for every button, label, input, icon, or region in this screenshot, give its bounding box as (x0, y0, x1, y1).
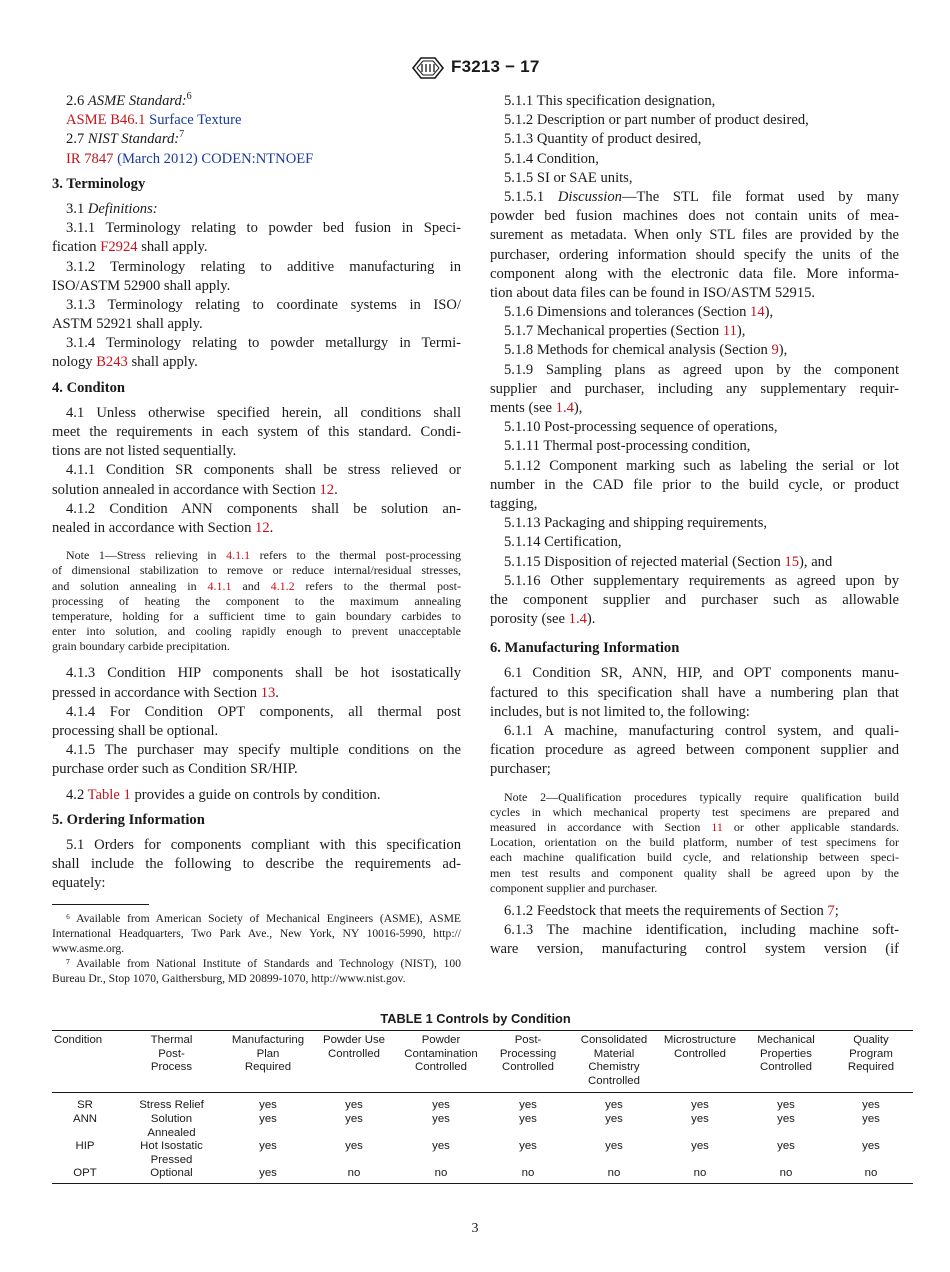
column-header-line: Quality (853, 1034, 889, 1046)
asme-link[interactable]: ASME B46.1 (66, 112, 146, 129)
clause-1-4-link[interactable]: 1.4 (568, 611, 587, 628)
footnote-7: ⁷ Available from National Institute of Standards and Technology (NIST), 100 (66, 957, 461, 971)
column-header (52, 1031, 118, 1093)
section-heading-ordering: 5. Ordering Information (52, 811, 205, 828)
section-9-link[interactable]: 9 (771, 342, 779, 359)
clause-4-1: 4.1 Unless otherwise specified herein, all conditions shall (66, 404, 461, 421)
cell-line: yes (862, 1099, 880, 1112)
column-header-line: Post- (158, 1047, 185, 1060)
clause-5-1-1: 5.1.1 This specification designation, (504, 93, 716, 109)
clause-5-1: 5.1 Orders for components compliant with this specification (66, 836, 461, 853)
clause-2-7: 2.7 NIST Standard:$^7$ (66, 129, 185, 148)
table-cell (225, 1113, 311, 1140)
table-1-link[interactable]: Table 1 (87, 786, 131, 803)
column-header-line: Process (150, 1061, 193, 1074)
table-cell (397, 1167, 485, 1183)
clause-2-6: 2.6 ASME Standard:$^6$ (66, 91, 192, 109)
f2924-link[interactable]: F2924 (100, 239, 138, 256)
clause-4-1-1: 4.1.1 Condition SR components shall be stress relieved or (66, 462, 461, 479)
section-heading-terminology: 3. Terminology (52, 175, 146, 192)
clause-5-1-15: 5.1.15 Disposition of rejected material (Section 15), and (504, 553, 833, 570)
section-11-link[interactable]: 11 (711, 819, 723, 834)
section-11-link[interactable]: 11 (722, 323, 737, 340)
column-header-line: Program (849, 1047, 893, 1060)
table-cell (571, 1140, 657, 1167)
table-cell (743, 1167, 829, 1183)
clause-3-1-1: 3.1.1 Terminology relating to powder bed fusion in Speci- (66, 220, 461, 237)
cell-line: yes (862, 1140, 880, 1153)
column-header-line: Controlled (328, 1047, 380, 1060)
column-header-line: Required (847, 1061, 895, 1074)
condition-cell (52, 1140, 118, 1167)
column-header (311, 1031, 397, 1093)
clause-4-1-1-link[interactable]: 4.1.1 (226, 548, 251, 563)
controls-by-condition-table (52, 1030, 913, 1184)
footnotes: ⁶ Available from American Society of Mechanical Engineers (ASME), ASME International Headquarters, Two Park Ave., New York, NY 10016-5990, http:// www.asme.org. ⁷ Available from National Institute of Standards and Technology (NIST), 100 Bureau Dr., Stop 1070, Gaithersburg, MD 20899-1070, http://www.nist.gov. (52, 911, 461, 986)
cell-line: HIP (75, 1140, 95, 1153)
column-header-line: Required (244, 1061, 292, 1074)
cell-line: yes (259, 1140, 277, 1153)
right-column: 5.1.1 This specification designation, 5.1.2 Description or part number of product desired, 5.1.3 Quantity of product desired, 5.1.4 Condition, 5.1.5 SI or SAE units, 5.1.5.1 Discussion—The STL file format used by many powder bed fusion machines does not contain units of mea- surement as metadata. When only STL files are provided by the purchaser, ordering information should specify the units of the component along with the electronic data file. More informa- tion about data files can be found in ISO/ASTM 52915. 5.1.6 Dimensions and tolerances (Section 14), 5.1.7 Mechanical properties (Section 11), 5.1.8 Methods for chemical analysis (Section 9), 5.1.9 Sampling plans as agreed upon by the component supplier and purchaser, including any supplementary requir- ments (see 1.4), 5.1.10 Post-processing sequence of operations, 5.1.11 Thermal post-processing condition, 5.1.12 Component marking such as labeling the serial or lot number in the CAD file prior to the build cycle, or product tagging, 5.1.13 Packaging and shipping requirements, 5.1.14 Certification, 5.1.15 Disposition of rejected material (Section 15), and 5.1.16 Other supplementary requirements as agreed upon by the component supplier and purchaser such as allowable porosity (see 1.4). 6. Manufacturing Information 6.1 Condition SR, ANN, HIP, and OPT components manu- factured to this specification shall have a numbering plan that includes, but is not limited to, the following: 6.1.1 A machine, manufacturing control system, and quali- fication procedure as agreed between component supplier and purchaser; Note 2—Qualification procedures typically require qualification build cycles in which mechanical property test specimens are prepared and measured in accordance with Section 11 or other applicable standards. Location, orientation on the build platform, number of test specimens for each machine qualification build cycle, and relationship between speci- men test results and component quality shall be agreed upon by the component supplier and purchaser. 6.1.2 Feedstock that meets the requirements of Section 7; 6.1.3 The machine identification, including machine soft- ware version, manufacturing control system version (if (490, 93, 900, 958)
table-cell (743, 1140, 829, 1167)
astm-logo-icon (411, 56, 445, 80)
column-header (485, 1031, 571, 1093)
table-cell (657, 1093, 743, 1113)
table-cell (397, 1093, 485, 1113)
clause-4-2: 4.2 Table 1 provides a guide on controls by condition. (66, 786, 381, 803)
cell-line: yes (432, 1140, 450, 1153)
cell-line: no (521, 1167, 535, 1180)
column-header-line: Manufacturing (231, 1034, 305, 1046)
column-header-line: Controlled (502, 1061, 554, 1074)
cell-line: yes (519, 1112, 537, 1125)
cell-line: yes (432, 1099, 450, 1112)
clause-5-1-8: 5.1.8 Methods for chemical analysis (Section 9), (504, 342, 788, 359)
footnote-rule (52, 904, 149, 905)
note-1: Note 1—Stress relieving in 4.1.1 refers to the thermal post-processing of dimensional stabilization to remove or reduce internal/residual stresses, and solution annealing in 4.1.1 and 4.1.2 refers to the thermal post- processing of heating the component to the maximum annealing temperature, holding for a sufficient time to gain boundary carbides to enter into solution, and cooling rapidly enough to prevent unacceptable grain boundary carbide precipitation. (52, 548, 462, 654)
controls-table (52, 1010, 899, 1184)
cell-line: yes (862, 1112, 880, 1125)
clause-5-1-7: 5.1.7 Mechanical properties (Section 11), (504, 323, 746, 340)
cell-line: Annealed (147, 1126, 196, 1139)
cell-line: no (607, 1167, 621, 1180)
column-header-line: Microstructure (663, 1034, 737, 1046)
condition-cell (52, 1113, 118, 1140)
cell-line: yes (345, 1099, 363, 1112)
cell-line: ANN (72, 1112, 98, 1125)
clause-4-1-3: 4.1.3 Condition HIP components shall be hot isostatically (66, 665, 461, 682)
condition-cell (52, 1167, 118, 1183)
column-header-line: Consolidated (580, 1034, 648, 1046)
table-cell (829, 1167, 913, 1183)
table-row (52, 1093, 913, 1113)
clause-5-1-4: 5.1.4 Condition, (504, 150, 599, 167)
cell-line: yes (519, 1099, 537, 1112)
table-row (52, 1113, 913, 1140)
clause-5-1-2: 5.1.2 Description or part number of product desired, (504, 112, 809, 129)
column-header-line: Condition (54, 1034, 103, 1046)
column-header (118, 1031, 225, 1093)
clause-3-1: 3.1 Definitions: (66, 200, 158, 217)
cell-line: Pressed (150, 1153, 193, 1166)
clause-5-1-9: 5.1.9 Sampling plans as agreed upon by the component (504, 361, 899, 378)
cell-line: no (779, 1167, 793, 1180)
column-header-line: Controlled (760, 1061, 812, 1074)
cell-line: no (434, 1167, 448, 1180)
clause-6-1-3: 6.1.3 The machine identification, including machine soft- (504, 922, 899, 939)
cell-line: OPT (73, 1167, 97, 1180)
clause-3-1-4: 3.1.4 Terminology relating to powder metallurgy in Termi- (66, 335, 461, 352)
clause-5-1-5: 5.1.5 SI or SAE units, (504, 169, 633, 186)
cell-line: Optional (150, 1167, 193, 1180)
table-row (52, 1140, 913, 1167)
note-2: Note 2—Qualification procedures typically require qualification build cycles in which mechanical property test specimens are prepared and measured in accordance with Section 11 or other applicable standards. Location, orientation on the build platform, number of test specimens for each machine qualification build cycle, and relationship between speci- men test results and component quality shall be agreed upon by the component supplier and purchaser. (490, 789, 900, 895)
page-number: 3 (471, 1221, 479, 1236)
cell-line: yes (345, 1140, 363, 1153)
clause-5-1-13: 5.1.13 Packaging and shipping requirements, (504, 515, 768, 532)
column-header-line: Properties (760, 1047, 812, 1060)
table-cell (118, 1093, 225, 1113)
table-cell (397, 1113, 485, 1140)
cell-line: yes (605, 1140, 623, 1153)
table-cell (485, 1140, 571, 1167)
column-header-line: Material (593, 1047, 635, 1060)
table-cell (571, 1113, 657, 1140)
cell-line: yes (432, 1112, 450, 1125)
table-cell (311, 1093, 397, 1113)
section-13-link[interactable]: 13 (260, 684, 276, 701)
column-header (571, 1031, 657, 1093)
column-header-line: Powder (421, 1034, 461, 1046)
table-cell (571, 1093, 657, 1113)
column-header-line: Controlled (674, 1047, 726, 1060)
column-header (225, 1031, 311, 1093)
cell-line: Solution (150, 1112, 193, 1125)
table-cell (225, 1140, 311, 1167)
clause-4-1-4: 4.1.4 For Condition OPT components, all thermal post (66, 703, 461, 720)
cell-line: yes (519, 1140, 537, 1153)
table-cell (571, 1167, 657, 1183)
cell-line: yes (691, 1112, 709, 1125)
cell-line: Hot Isostatic (140, 1140, 203, 1153)
clause-1-4-link[interactable]: 1.4 (555, 400, 574, 416)
page-header (0, 56, 950, 82)
table-header-row (52, 1031, 913, 1093)
table-row (52, 1167, 913, 1183)
column-header-line: Controlled (415, 1061, 467, 1074)
table-cell (743, 1093, 829, 1113)
clause-5-1-10: 5.1.10 Post-processing sequence of operations, (504, 419, 778, 436)
cell-line: yes (259, 1167, 277, 1180)
table-cell (829, 1093, 913, 1113)
table-cell (397, 1140, 485, 1167)
column-header-line: Thermal (150, 1034, 193, 1046)
cell-line: yes (777, 1140, 795, 1153)
column-header-line: Chemistry (588, 1061, 640, 1074)
table-cell (657, 1140, 743, 1167)
section-heading-manufacturing: 6. Manufacturing Information (490, 640, 680, 657)
asme-reference: ASME B46.1 Surface Texture (66, 112, 242, 129)
clause-6-1: 6.1 Condition SR, ANN, HIP, and OPT components manu- (504, 665, 899, 682)
column-header-line: Contamination (404, 1047, 478, 1060)
column-header (657, 1031, 743, 1093)
column-header-line: Powder Use (322, 1034, 386, 1046)
section-14-link[interactable]: 14 (750, 304, 765, 321)
column-header (397, 1031, 485, 1093)
column-header-line: Processing (499, 1047, 557, 1060)
clause-5-1-6: 5.1.6 Dimensions and tolerances (Section 14), (504, 304, 774, 321)
table-cell (311, 1113, 397, 1140)
clause-4-1-1-link[interactable]: 4.1.1 (207, 578, 232, 593)
cell-line: yes (259, 1099, 277, 1112)
table-cell (225, 1093, 311, 1113)
clause-3-1-2: 3.1.2 Terminology relating to additive manufacturing in (66, 258, 461, 275)
clause-5-1-14: 5.1.14 Certification, (504, 534, 622, 551)
b243-link[interactable]: B243 (96, 354, 128, 371)
cell-line: yes (777, 1099, 795, 1112)
nist-link[interactable]: IR 7847 (66, 150, 114, 167)
cell-line: yes (691, 1099, 709, 1112)
clause-5-1-12: 5.1.12 Component marking such as labeling the serial or lot (504, 457, 899, 474)
table-cell (829, 1113, 913, 1140)
cell-line: no (864, 1167, 878, 1180)
cell-line: Stress Relief (139, 1099, 204, 1112)
column-header (829, 1031, 913, 1093)
condition-cell (52, 1093, 118, 1113)
left-column: 2.6 ASME Standard:$^6$ ASME B46.1 Surface Texture 2.7 NIST Standard:$^7$ IR 7847 (March 2012) CODEN:NTNOEF 3. Terminology 3.1 Definitions: 3.1.1 Terminology relating to powder bed fusion in Speci- fication F2924 shall apply. 3.1.2 Terminology relating to additive manufacturing in ISO/ASTM 52900 shall apply. 3.1.3 Terminology relating to coordinate systems in ISO/ ASTM 52921 shall apply. 3.1.4 Terminology relating to powder metallurgy in Termi- nology B243 shall apply. 4. Conditon 4.1 Unless otherwise specified herein, all conditions shall meet the requirements in each system of this standard. Condi- tions are not listed sequentially. 4.1.1 Condition SR components shall be stress relieved or solution annealed in accordance with Section 12. 4.1.2 Condition ANN components shall be solution an- nealed in accordance with Section 12. Note 1—Stress relieving in 4.1.1 refers to the thermal post-processing of dimensional stabilization to remove or reduce internal/residual stresses, and solution annealing in 4.1.1 and 4.1.2 refers to the thermal post- processing of heating the component to the maximum annealing temperature, holding for a sufficient time to gain boundary carbides to enter into solution, and cooling rapidly enough to prevent unacceptable grain boundary carbide precipitation. 4.1.3 Condition HIP components shall be hot isostatically pressed in accordance with Section 13. 4.1.4 For Condition OPT components, all thermal post processing shall be optional. 4.1.5 The purchaser may specify multiple conditions on the purchase order such as Condition SR/HIP. 4.2 Table 1 provides a guide on controls by condition. 5. Ordering Information 5.1 Orders for components compliant with this specification shall include the following to describe the requirements ad- equately: ⁶ Available from American Society of Mechanical Engineers (ASME), ASME International Headquarters, Two Park Ave., New York, NY 10016-5990, http:// www.asme.org. ⁷ Available from National Institute of Standards and Technology (NIST), 100 Bureau Dr., Stop 1070, Gaithersburg, MD 20899-1070, http://www.nist.gov. (52, 91, 462, 986)
section-7-link[interactable]: 7 (827, 902, 835, 919)
table-body (52, 1093, 913, 1184)
clause-4-1-2: 4.1.2 Condition ANN components shall be solution an- (66, 500, 461, 517)
clause-5-1-16: 5.1.16 Other supplementary requirements as agreed upon by (504, 572, 899, 589)
cell-line: yes (259, 1112, 277, 1125)
section-15-link[interactable]: 15 (784, 553, 800, 570)
cell-line: no (693, 1167, 707, 1180)
cell-line: yes (605, 1099, 623, 1112)
table-cell (485, 1093, 571, 1113)
column-header-line: Plan (256, 1047, 280, 1060)
table-cell (829, 1140, 913, 1167)
cell-line: yes (777, 1112, 795, 1125)
column-header (743, 1031, 829, 1093)
table-cell (118, 1113, 225, 1140)
table-cell (225, 1167, 311, 1183)
table-cell (311, 1140, 397, 1167)
table-cell (657, 1167, 743, 1183)
table-cell (485, 1167, 571, 1183)
clause-4-1-2-link[interactable]: 4.1.2 (270, 578, 295, 593)
section-heading-condition: 4. Conditon (52, 379, 125, 396)
cell-line: SR (77, 1099, 93, 1112)
column-header-line: Mechanical (757, 1034, 815, 1046)
clause-6-1-1: 6.1.1 A machine, manufacturing control system, and quali- (504, 723, 899, 739)
section-12-link[interactable]: 12 (255, 519, 270, 536)
clause-4-1-5: 4.1.5 The purchaser may specify multiple conditions on the (66, 742, 461, 759)
clause-5-1-11: 5.1.11 Thermal post-processing condition, (504, 438, 751, 455)
column-header-line: Post- (514, 1034, 542, 1046)
cell-line: yes (345, 1112, 363, 1125)
cell-line: no (347, 1167, 361, 1180)
table-cell (118, 1167, 225, 1183)
table-cell (118, 1140, 225, 1167)
footnote-6: ⁶ Available from American Society of Mechanical Engineers (ASME), ASME (66, 911, 461, 925)
table-cell (485, 1113, 571, 1140)
standard-designation: F3213 − 17 (451, 57, 540, 76)
table-cell (311, 1167, 397, 1183)
table-cell (657, 1113, 743, 1140)
cell-line: yes (691, 1140, 709, 1153)
section-12-link[interactable]: 12 (319, 481, 335, 498)
cell-line: yes (605, 1112, 623, 1125)
nist-reference: IR 7847 (March 2012) CODEN:NTNOEF (66, 150, 314, 167)
table-caption: TABLE 1 Controls by Condition (380, 1011, 571, 1026)
clause-3-1-3: 3.1.3 Terminology relating to coordinate systems in ISO/ (66, 296, 461, 313)
clause-5-1-3: 5.1.3 Quantity of product desired, (504, 131, 702, 148)
clause-6-1-2: 6.1.2 Feedstock that meets the requirements of Section 7; (504, 902, 839, 919)
column-header-line: Controlled (588, 1074, 640, 1087)
clause-5-1-5-1: 5.1.5.1 Discussion—The STL file format used by many (504, 188, 900, 205)
table-cell (743, 1113, 829, 1140)
